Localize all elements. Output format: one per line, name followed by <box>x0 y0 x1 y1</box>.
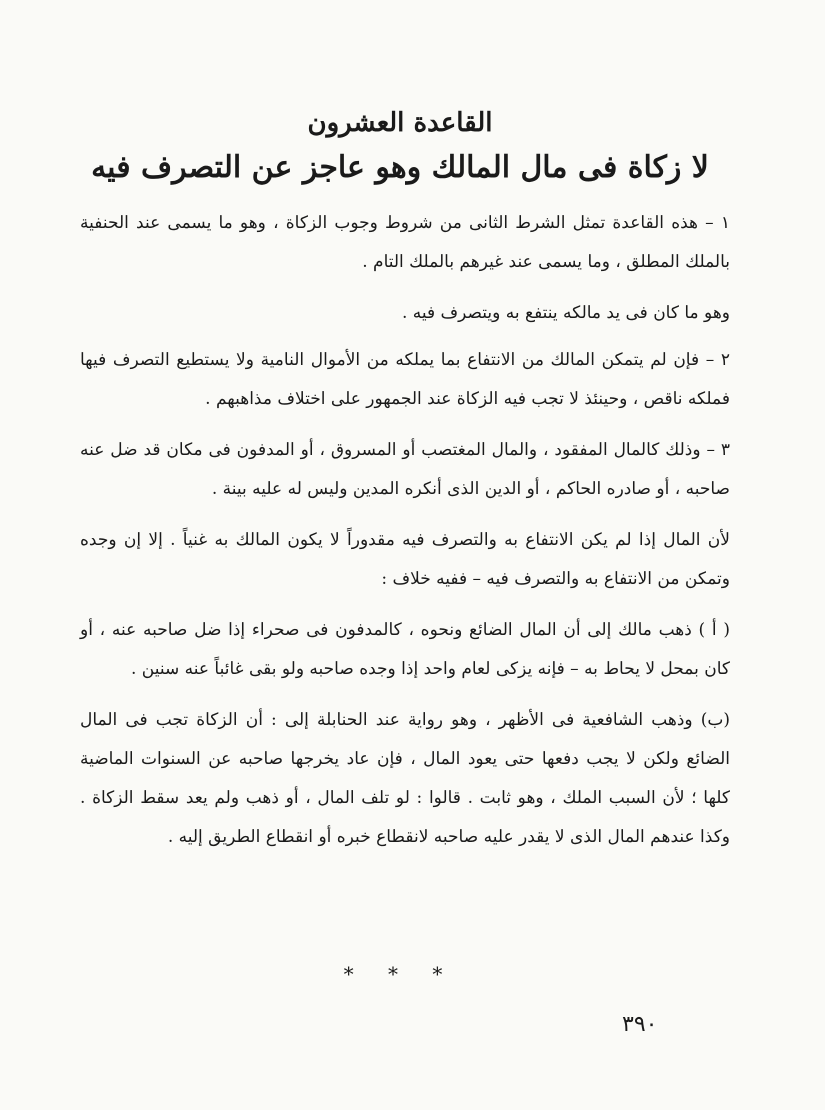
chapter-title: القاعدة العشرون <box>307 108 493 138</box>
paragraph-6: ( أ ) ذهب مالك إلى أن المال الضائع ونحوه ، كالمدفون فى صحراء إذا ضل صاحبه عنه ، أو كان بمحل لا يحاط به – فإنه يزكى لعام واحد إذا وجده صاحبه ولو بقى غائباً عنه سنين . <box>80 620 730 679</box>
document-body <box>80 204 730 869</box>
section-separator: * * * <box>343 962 457 986</box>
paragraph-2: وهو ما كان فى يد مالكه ينتفع به ويتصرف فيه . <box>401 303 730 323</box>
chapter-subtitle: لا زكاة فى مال المالك وهو عاجز عن التصرف فيه <box>91 150 709 185</box>
paragraph-1: ١ – هذه القاعدة تمثل الشرط الثانى من شروط وجوب الزكاة ، وهو ما يسمى عند الحنفية بالملك المطلق ، وما يسمى عند غيرهم بالملك التام . <box>80 213 730 272</box>
paragraph-7: (ب) وذهب الشافعية فى الأظهر ، وهو رواية عند الحنابلة إلى : أن الزكاة تجب فى المال الضائع ولكن لا يجب دفعها حتى يعود المال ، فإن عاد يخرجها صاحبه عن السنوات الماضية كلها ؛ لأن السبب الملك ، وهو ثابت . قالوا : لو تلف المال ، أو ذهب ولم يعد سقط الزكاة . وكذا عندهم المال الذى لا يقدر عليه صاحبه لانقطاع خبره أو انقطاع الطريق إليه . <box>80 710 730 847</box>
paragraph-3: ٢ – فإن لم يتمكن المالك من الانتفاع بما يملكه من الأموال النامية ولا يستطيع التصرف فيها فملكه ناقص ، وحينئذ لا تجب فيه الزكاة عند الجمهور على اختلاف مذاهبهم . <box>80 350 730 409</box>
page-number: ٣٩٠ <box>622 1012 658 1037</box>
paragraph-4: ٣ – وذلك كالمال المفقود ، والمال المغتصب أو المسروق ، أو المدفون فى مكان قد ضل عنه صاحبه ، أو صادره الحاكم ، أو الدين الذى أنكره المدين وليس له عليه بينة . <box>80 440 730 499</box>
paragraph-5: لأن المال إذا لم يكن الانتفاع به والتصرف فيه مقدوراً لا يكون المالك به غنياً . إلا إن وجده وتمكن من الانتفاع به والتصرف فيه – ففيه خلاف : <box>80 530 730 589</box>
